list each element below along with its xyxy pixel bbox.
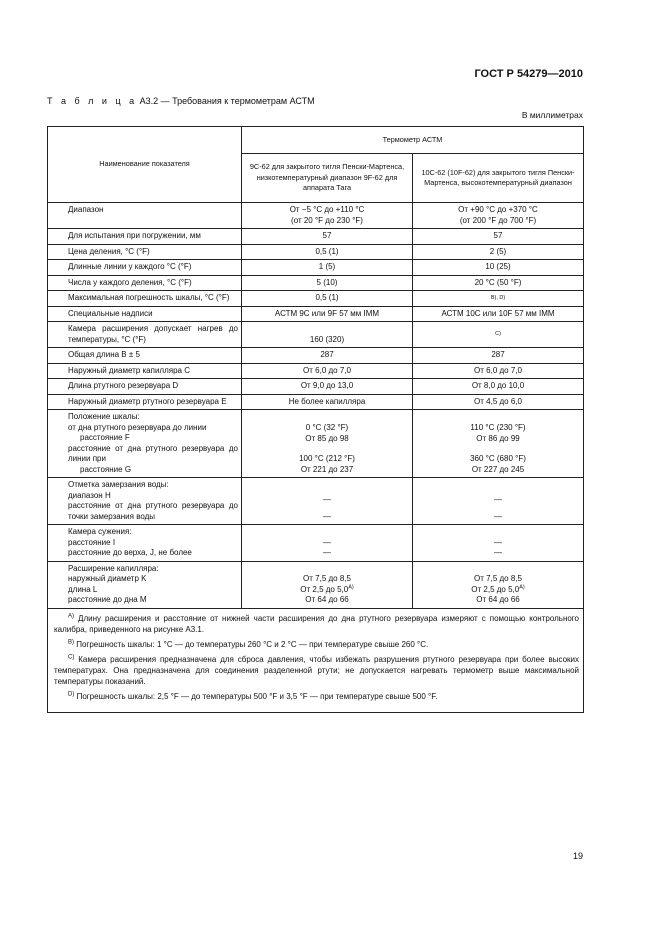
cell-line: 360 °С (680 °F) (470, 454, 526, 463)
cell (242, 478, 413, 525)
table-row (48, 561, 584, 608)
row-name: Наружный диаметр капилляра C (48, 363, 242, 379)
row-name (48, 561, 242, 608)
cell-line: — (323, 495, 331, 504)
cell-line: От 221 до 237 (300, 464, 354, 474)
cell-line: От 7,5 до 8,5 (474, 574, 522, 583)
cell-line: — (323, 537, 331, 547)
row-name: Специальные надписи (48, 306, 242, 322)
row-name: Длинные линии у каждого °С (°F) (48, 260, 242, 276)
row-line: расстояние до верха, J, не более (68, 548, 192, 557)
table-row (48, 394, 584, 410)
footnote-text: Длину расширения и расстояние от нижней части расширения до дна ртутного резервуара измеряют с помощью контрольного калибра, приведенного на рисунке А3.1. (54, 613, 579, 634)
cell (413, 203, 584, 229)
standard-header: ГОСТ Р 54279—2010 (474, 68, 583, 80)
footnote-text: Камера расширения предназначена для сброса давления, чтобы избежать разрушения ртутного резервуара при более высоких температурах. Она предназначена для соединения разделенной ртути; не допускается нагревать термометр выше максимальной температуры показаний. (54, 654, 579, 686)
cell-line: От 7,5 до 8,5 (303, 574, 351, 583)
cell: B), D) (413, 291, 584, 307)
col1-header: 9С-62 для закрытого тигля Пенски-Мартенса, низкотемпературный диапазон 9F-62 для аппарата Тага (242, 154, 413, 203)
table-row (48, 229, 584, 245)
row-name: Камера расширения допускает нагрев до температуры, °С (°F) (48, 322, 242, 348)
cell (242, 525, 413, 562)
cell-line: 100 °С (212 °F) (299, 454, 355, 463)
col-name-header: Наименование показателя (48, 127, 242, 203)
row-line: Отметка замерзания воды: (68, 480, 169, 489)
cell: АСТМ 9С или 9F 57 мм IMM (242, 306, 413, 322)
cell-line: 0 °С (32 °F) (305, 423, 349, 432)
row-line: Положение шкалы: (68, 412, 140, 421)
row-line: расстояние от дна ртутного резервуара до точки замерзания воды (68, 501, 238, 521)
cell-line: От 86 до 99 (476, 433, 520, 443)
footnote-mark: C) (68, 653, 75, 660)
cell-line: — (494, 548, 502, 557)
table-row (48, 363, 584, 379)
cell-line: — (323, 548, 331, 557)
row-name (48, 478, 242, 525)
cell: 0,5 (1) (242, 244, 413, 260)
cell: 160 (320) (242, 322, 413, 348)
row-line: Расширение капилляра: (68, 563, 159, 573)
row-name: Диапазон (48, 203, 242, 229)
cell (242, 410, 413, 478)
cell: 287 (242, 348, 413, 364)
cell-line: (от 200 °F до 700 °F) (459, 215, 537, 225)
cell (413, 561, 584, 608)
footnote-text: Погрешность шкалы: 1 °С — до температуры 260 °С и 2 °С — при температуре свыше 260 °С. (74, 639, 429, 649)
cell-line: — (494, 537, 502, 547)
row-name: Общая длина B ± 5 (48, 348, 242, 364)
table-row (48, 478, 584, 525)
table-row (48, 260, 584, 276)
cell (242, 203, 413, 229)
row-name (48, 410, 242, 478)
cell: От 6,0 до 7,0 (242, 363, 413, 379)
row-line: расстояние F (80, 433, 130, 442)
caption-text: А3.2 — Требования к термометрам АСТМ (137, 96, 315, 106)
cell (413, 525, 584, 562)
requirements-table (47, 126, 584, 713)
cell: От 8,0 до 10,0 (413, 379, 584, 395)
cell: АСТМ 10С или 10F 57 мм IMM (413, 306, 584, 322)
table-row (48, 410, 584, 478)
cell: C) (413, 322, 584, 348)
footnote-mark: B) (68, 638, 74, 645)
cell (242, 561, 413, 608)
cell-line: 110 °С (230 °F) (470, 423, 526, 432)
footnotes (48, 608, 584, 712)
footnote-ref: A) (519, 583, 525, 590)
row-name: Максимальная погрешность шкалы, °С (°F) (48, 291, 242, 307)
footnote-a (54, 613, 579, 635)
cell-line: От 85 до 98 (305, 433, 349, 443)
cell (413, 478, 584, 525)
row-name: Цена деления, °С (°F) (48, 244, 242, 260)
cell-line: От 227 до 245 (471, 464, 525, 474)
cell: От 6,0 до 7,0 (413, 363, 584, 379)
cell-line: От −5 °С до +110 °С (289, 205, 365, 214)
units-note: В миллиметрах (521, 110, 583, 120)
footnotes-row (48, 608, 584, 712)
table-row (48, 322, 584, 348)
footnote-b (54, 639, 579, 650)
row-name: Для испытания при погружении, мм (48, 229, 242, 245)
row-line: расстояние G (80, 464, 132, 474)
cell: От 9,0 до 13,0 (242, 379, 413, 395)
footnote-mark: A) (68, 612, 74, 619)
row-line: Камера сужения: (68, 527, 132, 536)
cell-line: От +90 °С до +370 °С (458, 205, 538, 214)
table-row (48, 348, 584, 364)
table-row (48, 244, 584, 260)
col2-header: 10С-62 (10F-62) для закрытого тигля Пенски-Мартенса, высокотемпературный диапазон (413, 154, 584, 203)
row-line: расстояние I (68, 537, 116, 547)
cell: 0,5 (1) (242, 291, 413, 307)
footnote-d (54, 691, 579, 702)
page-number: 19 (572, 851, 583, 861)
row-name: Наружный диаметр ртутного резервуара E (48, 394, 242, 410)
table-caption (47, 96, 315, 106)
cell: Не более капилляра (242, 394, 413, 410)
cell-line: От 2,5 до 5,0 (300, 584, 349, 594)
table-row (48, 203, 584, 229)
row-line: расстояние от дна ртутного резервуара до линии при (68, 443, 238, 463)
table-row (48, 291, 584, 307)
cell: 57 (242, 229, 413, 245)
cell-line: — (494, 495, 502, 504)
row-name: Числа у каждого деления, °С (°F) (48, 275, 242, 291)
row-line: диапазон H (68, 490, 111, 500)
row-line: наружный диаметр K (68, 574, 147, 583)
cell: 1 (5) (242, 260, 413, 276)
table-row (48, 306, 584, 322)
caption-prefix: Т а б л и ц а (47, 96, 138, 106)
row-line: от дна ртутного резервуара до линии (68, 422, 207, 432)
row-line: расстояние до дна M (68, 595, 147, 604)
row-line: длина L (68, 584, 98, 594)
cell: От 4,5 до 6,0 (413, 394, 584, 410)
cell-line: От 64 до 66 (305, 595, 349, 604)
footnote-text: Погрешность шкалы: 2,5 °F — до температуры 500 °F и 3,5 °F — при температуре свыше 500 °F. (74, 691, 438, 701)
cell-line: От 2,5 до 5,0 (471, 584, 520, 594)
cell-line: От 64 до 66 (476, 595, 520, 604)
table-row (48, 275, 584, 291)
cell-line: — (323, 511, 331, 521)
cell-line: (от 20 °F до 230 °F) (291, 215, 363, 225)
cell: 5 (10) (242, 275, 413, 291)
cell: 10 (25) (413, 260, 584, 276)
footnote-ref: A) (348, 583, 354, 590)
row-name (48, 525, 242, 562)
footnote-mark: D) (68, 690, 75, 697)
group-header: Термометр АСТМ (242, 127, 584, 154)
cell: 20 °С (50 °F) (413, 275, 584, 291)
table-row (48, 525, 584, 562)
cell (413, 410, 584, 478)
table-row (48, 379, 584, 395)
row-name: Длина ртутного резервуара D (48, 379, 242, 395)
cell: 2 (5) (413, 244, 584, 260)
cell-line: — (494, 511, 502, 521)
footnote-c (54, 654, 579, 687)
cell: 57 (413, 229, 584, 245)
cell: 287 (413, 348, 584, 364)
